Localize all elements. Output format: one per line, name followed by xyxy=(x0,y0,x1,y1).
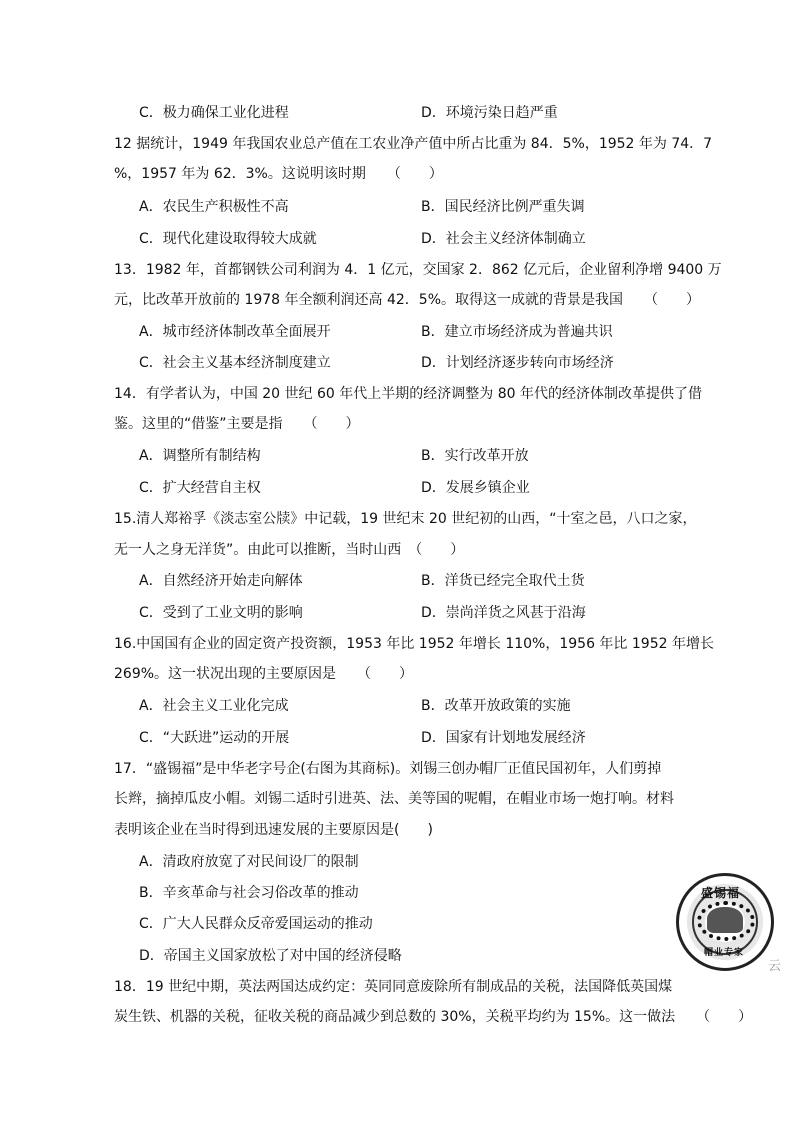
q17-option-c: C．广大人民群众反帝爱国运动的推动 xyxy=(139,916,373,932)
q12-stem-line2: %，1957 年为 62．3%。这说明该时期 （ ） xyxy=(114,166,443,182)
q12-stem-line1: 12 据统计，1949 年我国农业总产值在工农业净产值中所占比重为 84．5%，1952 年为 74．7 xyxy=(114,136,713,152)
q17-stem-line3: 表明该企业在当时得到迅速发展的主要原因是( ) xyxy=(114,822,433,838)
q11-option-c: C．极力确保工业化进程 xyxy=(139,105,289,121)
q15-option-c: C．受到了工业文明的影响 xyxy=(139,605,303,621)
q15-option-a: A．自然经济开始走向解体 xyxy=(139,573,303,589)
q13-option-b: B．建立市场经济成为普遍共识 xyxy=(421,324,613,340)
q17-option-b: B．辛亥革命与社会习俗改革的推动 xyxy=(139,885,359,901)
q16-stem-line1: 16.中国国有企业的固定资产投资额，1953 年比 1952 年增长 110%，1956 年比 1952 年增长 xyxy=(114,636,714,652)
stamp-top-text: 盛锡福 xyxy=(701,886,741,900)
q14-stem-line1: 14．有学者认为，中国 20 世纪 60 年代上半期的经济调整为 80 年代的经济体制改革提供了借 xyxy=(114,386,702,402)
q13-option-c: C．社会主义基本经济制度建立 xyxy=(139,355,331,371)
q13-option-d: D．计划经济逐步转向市场经济 xyxy=(421,355,614,371)
q14-stem-line2: 鉴。这里的“借鉴”主要是指 （ ） xyxy=(114,416,360,432)
q12-option-d: D．社会主义经济体制确立 xyxy=(421,231,586,247)
q15-stem-line2: 无一人之身无洋货”。由此可以推断，当时山西 （ ） xyxy=(114,542,465,558)
q16-option-a: A．社会主义工业化完成 xyxy=(139,698,289,714)
watermark-text: 云 xyxy=(768,959,782,974)
q13-option-a: A．城市经济体制改革全面展开 xyxy=(139,324,331,340)
stamp-portrait-icon xyxy=(707,907,743,933)
q17-stem-line2: 长辫，摘掉瓜皮小帽。刘锡二适时引进英、法、美等国的呢帽，在帽业市场一炮打响。材料 xyxy=(114,791,674,807)
q14-option-c: C．扩大经营自主权 xyxy=(139,480,261,496)
q13-stem-line2: 元，比改革开放前的 1978 年全额利润还高 42．5%。取得这一成就的背景是我国 （ ） xyxy=(114,292,701,308)
q12-option-a: A．农民生产积极性不高 xyxy=(139,199,289,215)
q17-option-d: D．帝国主义国家放松了对中国的经济侵略 xyxy=(139,948,402,964)
q16-option-d: D．国家有计划地发展经济 xyxy=(421,730,586,746)
q11-option-d: D．环境污染日趋严重 xyxy=(421,105,558,121)
q17-option-a: A．清政府放宽了对民间设厂的限制 xyxy=(139,854,359,870)
q15-option-d: D．崇尚洋货之风甚于沿海 xyxy=(421,605,586,621)
q12-option-c: C．现代化建设取得较大成就 xyxy=(139,231,317,247)
q16-stem-line2: 269%。这一状况出现的主要原因是 （ ） xyxy=(114,666,414,682)
q12-option-b: B．国民经济比例严重失调 xyxy=(421,199,585,215)
q14-option-d: D．发展乡镇企业 xyxy=(421,480,530,496)
q18-stem-line2: 炭生铁、机器的关税，征收关税的商品减少到总数的 30%，关税平均约为 15%。这一做法 （ ） xyxy=(114,1009,753,1025)
q18-stem-line1: 18．19 世纪中期，英法两国达成约定：英同同意废除所有制成品的关税，法国降低英国煤 xyxy=(114,979,673,995)
q17-stem-line1: 17．“盛锡福”是中华老字号企(右图为其商标)。刘锡三创办帽厂正值民国初年，人们剪掉 xyxy=(114,761,662,777)
q16-option-b: B．改革开放政策的实施 xyxy=(421,698,571,714)
q16-option-c: C．“大跃进”运动的开展 xyxy=(139,730,290,746)
q15-option-b: B．洋货已经完全取代土货 xyxy=(421,573,585,589)
q15-stem-line1: 15.清人郑裕孚《淡志室公牍》中记载，19 世纪末 20 世纪初的山西，“十室之邑，八口之家， xyxy=(114,511,697,527)
q14-option-a: A．调整所有制结构 xyxy=(139,448,261,464)
trademark-stamp-image xyxy=(676,873,774,971)
stamp-bottom-text: 帽业专家 xyxy=(704,948,745,958)
q13-stem-line1: 13．1982 年，首都钢铁公司利润为 4．1 亿元，交国家 2．862 亿元后，企业留利净增 9400 万 xyxy=(114,262,722,278)
q14-option-b: B．实行改革开放 xyxy=(421,448,529,464)
